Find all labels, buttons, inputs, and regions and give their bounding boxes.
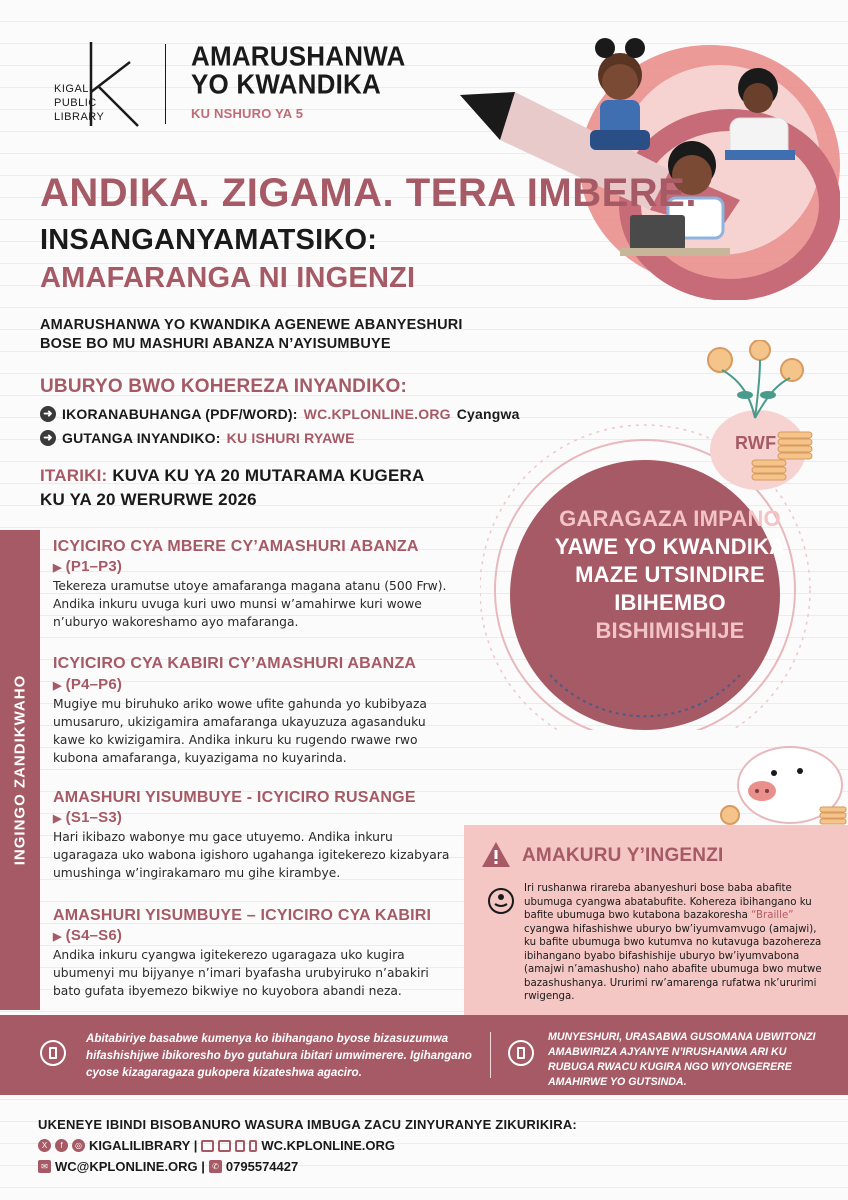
read-guidelines-note: MUNYESHURI, URASABWA GUSOMANA UBWITONZI AMABWIRIZA AJYANYE N’IRUSHANWA ARI KU RUBUGA RWACU KUGIRA NGO WIYONGERERE AMAHIRWE YO GUTSINDA. bbox=[548, 1031, 816, 1088]
email-link[interactable]: WC@KPLONLINE.ORG | bbox=[55, 1159, 205, 1174]
phone-icon bbox=[249, 1140, 257, 1152]
header-divider bbox=[165, 44, 166, 124]
theme-value: AMAFARANGA NI INGENZI bbox=[40, 262, 416, 294]
dates-range-start: KUVA KU YA 20 MUTARAMA KUGERA bbox=[112, 466, 425, 485]
arrow-right-icon: ➜ bbox=[40, 406, 56, 422]
social-handle[interactable]: KIGALILIBRARY | bbox=[89, 1138, 198, 1153]
category-2-level-text: (P4–P6) bbox=[65, 676, 123, 693]
triangle-right-icon: ▶ bbox=[53, 680, 62, 692]
document-alert-icon bbox=[508, 1040, 534, 1066]
triangle-right-icon: ▶ bbox=[53, 931, 62, 943]
money-plant-icon bbox=[700, 340, 810, 420]
edition-label: KU NSHURO YA 5 bbox=[191, 106, 304, 121]
category-1-title: ICYICIRO CYA MBERE CY’AMASHURI ABANZA bbox=[53, 538, 419, 555]
topics-side-label: INGINGO ZANDIKWAHO bbox=[11, 674, 29, 866]
info-title: AMAKURU Y’INGENZI bbox=[522, 845, 724, 866]
arrow-right-icon: ➜ bbox=[40, 430, 56, 446]
competition-title-line1: AMARUSHANWA bbox=[191, 40, 406, 72]
category-2-title: ICYICIRO CYA KABIRI CY’AMASHURI ABANZA bbox=[53, 655, 417, 672]
category-3-body: Hari ikibazo wabonye mu gace utuyemo. Andika inkuru ugaragaza uko wabona igishoro ugahanga igitekerezo kizabyara umushinga w’ingirakamaro mu gihe kirambye. bbox=[53, 830, 450, 880]
category-2-level bbox=[53, 676, 122, 693]
info-body-braille: “Braille” bbox=[751, 910, 794, 921]
triangle-right-icon: ▶ bbox=[53, 813, 62, 825]
category-2-body: Mugiye mu biruhuko ariko wowe ufite gahunda yo kubibyaza umusaruro, ukizigamira amafaranga ukayuzuza agasanduku kawe ko kwizigamira. Andika inkuru ku rugendo rwawe rwo kubona amafaranga, kuyazigama no kuyarinda. bbox=[53, 697, 427, 765]
laptop-icon bbox=[218, 1140, 231, 1152]
document-alert-icon bbox=[40, 1040, 66, 1066]
audience-line2: BOSE BO MU MASHURI ABANZA N’AYISUMBUYE bbox=[40, 336, 391, 352]
theme-label: INSANGANYAMATSIKO: bbox=[40, 224, 378, 256]
rwf-label: RWF bbox=[735, 433, 777, 453]
submission-physical-row bbox=[40, 430, 355, 446]
submission-website-link[interactable]: WC.KPLONLINE.ORG bbox=[303, 406, 451, 422]
badge-line4: IBIHEMBO bbox=[614, 590, 726, 615]
notice-divider bbox=[490, 1032, 491, 1078]
facebook-icon[interactable]: f bbox=[55, 1139, 68, 1152]
telephone-icon: ✆ bbox=[209, 1160, 222, 1173]
footer-contact-row bbox=[38, 1159, 298, 1174]
badge-line3: MAZE UTSINDIRE bbox=[575, 562, 765, 587]
audience-line1: AMARUSHANWA YO KWANDIKA AGENEWE ABANYESHURI bbox=[40, 317, 463, 333]
category-4-level-text: (S4–S6) bbox=[65, 927, 123, 944]
logo-text-public: PUBLIC bbox=[54, 97, 97, 109]
children-reading-illustration bbox=[420, 30, 840, 300]
submission-or: Cyangwa bbox=[456, 406, 520, 422]
badge-line5: BISHIMISHIJE bbox=[595, 618, 745, 643]
logo-text-library: LIBRARY bbox=[54, 111, 105, 123]
dates-line2: KU YA 20 WERURWE 2026 bbox=[40, 490, 257, 509]
submission-physical-value: KU ISHURI RYAWE bbox=[226, 430, 355, 446]
dates-label: ITARIKI: bbox=[40, 466, 108, 485]
accessibility-hands-icon bbox=[488, 888, 514, 914]
submission-title: UBURYO BWO KOHEREZA INYANDIKO: bbox=[40, 376, 408, 397]
category-3-level-text: (S1–S3) bbox=[65, 809, 123, 826]
category-1-body: Tekereza uramutse utoye amafaranga magana atanu (500 Frw). Andika inkuru uvuga kuri uwo munsi w’amahirwe kuri wowe n’uburyo wakoreshamo ayo mafaranga. bbox=[53, 579, 447, 629]
warning-icon bbox=[481, 841, 511, 868]
submission-digital-row bbox=[40, 406, 520, 422]
competition-title-line2: YO KWANDIKA bbox=[191, 68, 381, 100]
badge-line1: GARAGAZA IMPANO bbox=[559, 506, 781, 531]
instagram-icon[interactable]: ◎ bbox=[72, 1139, 85, 1152]
phone-number[interactable]: 0795574427 bbox=[225, 1159, 299, 1174]
category-1-level-text: (P1–P3) bbox=[65, 558, 123, 575]
category-1-level bbox=[53, 558, 122, 575]
category-3-level bbox=[53, 809, 122, 826]
piggy-bank-icon bbox=[720, 735, 848, 835]
logo-text-kigali: KIGALI bbox=[54, 83, 93, 95]
triangle-right-icon: ▶ bbox=[53, 562, 62, 574]
category-4-level bbox=[53, 927, 122, 944]
plagiarism-note: Abitabiriye basabwe kumenya ko ibihangano byose bizasuzumwa hifashishijwe ibikoresho byo gutahura ibitari umwimerere. Igihangano cyose kizagaragaza gukopera kizateshwa agaciro. bbox=[86, 1032, 472, 1079]
category-3-title: AMASHURI YISUMBUYE - ICYICIRO RUSANGE bbox=[53, 789, 416, 806]
tablet-icon bbox=[235, 1140, 245, 1152]
slogan: ANDIKA. ZIGAMA. TERA IMBERE. bbox=[40, 171, 697, 215]
website-link[interactable]: WC.KPLONLINE.ORG bbox=[261, 1138, 395, 1153]
x-twitter-icon[interactable]: X bbox=[38, 1139, 51, 1152]
info-body bbox=[524, 882, 824, 1004]
dates-line1 bbox=[40, 466, 424, 486]
email-icon: ✉ bbox=[38, 1160, 51, 1173]
info-body-part2: cyangwa hifashishwe uburyo bw’iyumvamvugo (amajwi), ku bafite ubumuga bwo kutumva no kutavuga bazohereza ibihangano byabo bifashishije uburyo bw’iyumvabona (amajwi n’amashusho) naho abafite ubumuga bwo mutwe bazashushanya. Ururimi rw’amarenga rufatwa nk’ururimi rwigenga. bbox=[524, 923, 822, 1002]
prize-badge-text bbox=[525, 505, 815, 645]
submission-digital-label: IKORANABUHANGA (PDF/WORD): bbox=[62, 406, 298, 422]
desktop-icon bbox=[201, 1140, 214, 1152]
footer-social-row bbox=[38, 1138, 395, 1153]
category-4-body: Andika inkuru cyangwa igitekerezo ugaragaza uko kugira ubumenyi mu bijyanye n’imari byafasha urubyiruko n’abakiri bato gufata ibyemezo bikwiye no kuyobora abandi neza. bbox=[53, 948, 429, 998]
category-4-title: AMASHURI YISUMBUYE – ICYICIRO CYA KABIRI bbox=[53, 907, 432, 924]
contact-heading: UKENEYE IBINDI BISOBANURO WASURA IMBUGA ZACU ZINYURANYE ZIKURIKIRA: bbox=[38, 1117, 577, 1132]
info-body-part1: Iri rushanwa rirareba abanyeshuri bose baba abafite ubumuga cyangwa abatabufite. Kohereza ibihangano ku bafite ubumuga bwo kutabona bazakoresha bbox=[524, 883, 812, 921]
badge-line2: YAWE YO KWANDIKA bbox=[554, 534, 786, 559]
submission-physical-label: GUTANGA INYANDIKO: bbox=[62, 430, 221, 446]
